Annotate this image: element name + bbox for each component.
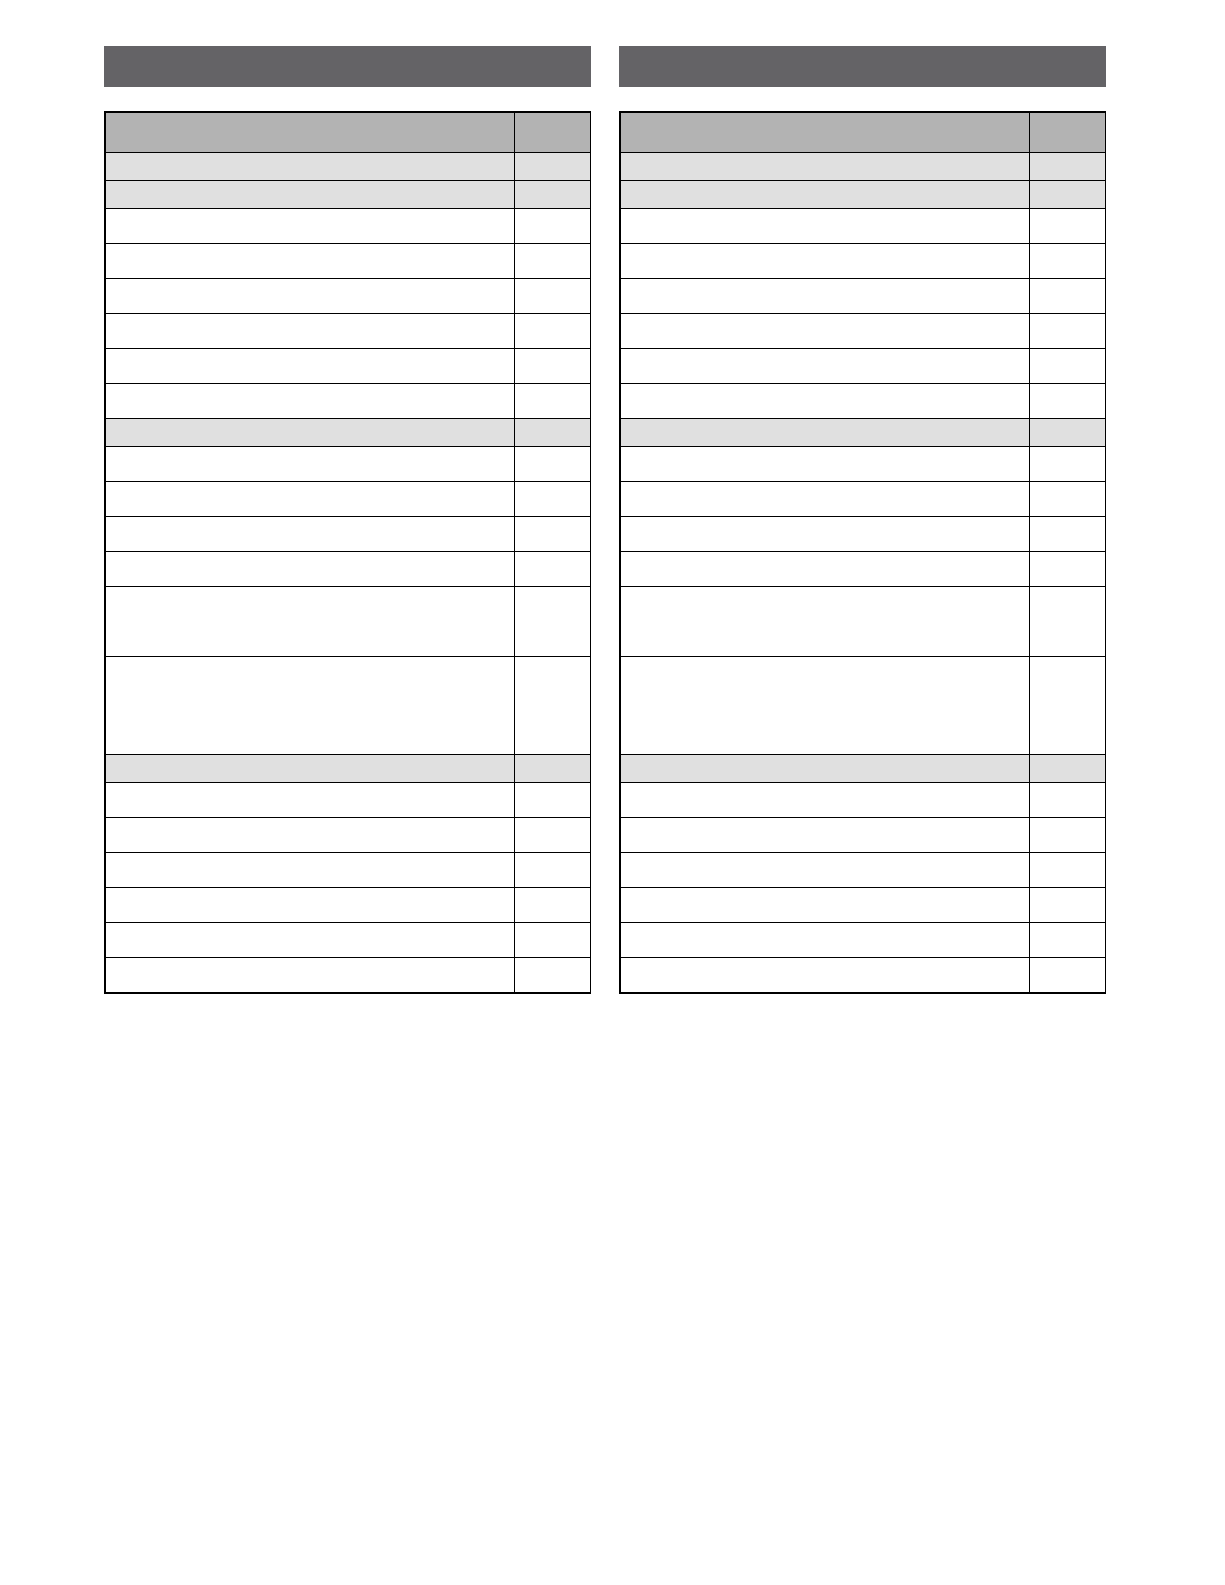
table-row: [106, 587, 591, 657]
table-row: [106, 482, 591, 517]
table-row: [621, 552, 1106, 587]
row-value: [515, 209, 591, 244]
table-row: [621, 447, 1106, 482]
table-row: [621, 783, 1106, 818]
row-value: [515, 818, 591, 853]
row-value: [1030, 384, 1106, 419]
row-value: [1030, 447, 1106, 482]
table-row: [106, 314, 591, 349]
table-header-value: [1030, 113, 1106, 153]
table-row: [621, 657, 1106, 755]
section-label: [106, 755, 515, 783]
row-label: [621, 447, 1030, 482]
table-row: [621, 958, 1106, 993]
section-label: [106, 153, 515, 181]
row-label: [106, 244, 515, 279]
row-value: [1030, 244, 1106, 279]
table-row: [106, 552, 591, 587]
table-row: [621, 244, 1106, 279]
table-header-row: [621, 113, 1106, 153]
row-label: [106, 209, 515, 244]
section-label: [621, 181, 1030, 209]
right-table-wrapper: [619, 111, 1106, 994]
table-row: [106, 517, 591, 552]
section-value: [1030, 755, 1106, 783]
left-table: [105, 112, 591, 993]
row-label: [621, 209, 1030, 244]
row-value: [1030, 783, 1106, 818]
row-label: [621, 384, 1030, 419]
table-row: [621, 314, 1106, 349]
row-label: [621, 958, 1030, 993]
row-label: [106, 657, 515, 755]
table-header-label: [621, 113, 1030, 153]
row-label: [621, 314, 1030, 349]
row-label: [106, 482, 515, 517]
row-value: [1030, 349, 1106, 384]
table-row: [621, 923, 1106, 958]
left-table-wrapper: [104, 111, 591, 994]
row-value: [515, 447, 591, 482]
row-label: [106, 314, 515, 349]
row-value: [515, 552, 591, 587]
section-value: [515, 181, 591, 209]
row-label: [621, 853, 1030, 888]
row-value: [515, 349, 591, 384]
table-row: [106, 958, 591, 993]
table-row: [106, 244, 591, 279]
row-label: [106, 349, 515, 384]
section-label: [621, 153, 1030, 181]
table-header-row: [106, 113, 591, 153]
left-column: [104, 46, 591, 994]
table-row: [621, 279, 1106, 314]
row-label: [106, 923, 515, 958]
table-section-row: [621, 181, 1106, 209]
table-row: [621, 384, 1106, 419]
right-column-header: [619, 46, 1106, 87]
row-label: [106, 587, 515, 657]
right-table: [620, 112, 1106, 993]
table-section-row: [621, 153, 1106, 181]
right-column: [619, 46, 1106, 994]
table-row: [621, 482, 1106, 517]
table-row: [621, 517, 1106, 552]
row-label: [621, 552, 1030, 587]
section-value: [1030, 153, 1106, 181]
right-table-body: [621, 113, 1106, 993]
row-value: [515, 482, 591, 517]
row-value: [515, 279, 591, 314]
row-value: [1030, 587, 1106, 657]
table-row: [106, 783, 591, 818]
two-column-layout: [104, 46, 1106, 994]
row-label: [621, 349, 1030, 384]
table-row: [621, 853, 1106, 888]
row-value: [515, 517, 591, 552]
row-label: [106, 517, 515, 552]
row-label: [106, 552, 515, 587]
table-row: [106, 209, 591, 244]
table-header-label: [106, 113, 515, 153]
table-row: [106, 818, 591, 853]
row-label: [106, 888, 515, 923]
row-label: [621, 517, 1030, 552]
row-label: [621, 657, 1030, 755]
table-section-row: [106, 755, 591, 783]
row-label: [106, 958, 515, 993]
table-row: [621, 818, 1106, 853]
table-row: [106, 279, 591, 314]
row-value: [515, 244, 591, 279]
row-label: [106, 853, 515, 888]
row-value: [1030, 209, 1106, 244]
section-value: [1030, 181, 1106, 209]
section-label: [106, 419, 515, 447]
row-value: [515, 783, 591, 818]
table-row: [621, 888, 1106, 923]
table-row: [106, 923, 591, 958]
table-section-row: [621, 755, 1106, 783]
row-label: [621, 923, 1030, 958]
row-value: [1030, 279, 1106, 314]
row-label: [106, 447, 515, 482]
row-label: [106, 279, 515, 314]
row-label: [621, 482, 1030, 517]
table-section-row: [106, 181, 591, 209]
row-value: [515, 888, 591, 923]
row-label: [621, 783, 1030, 818]
row-value: [515, 923, 591, 958]
table-section-row: [106, 419, 591, 447]
left-column-header: [104, 46, 591, 87]
row-label: [106, 818, 515, 853]
row-label: [106, 384, 515, 419]
section-value: [1030, 419, 1106, 447]
table-row: [106, 384, 591, 419]
section-value: [515, 153, 591, 181]
table-row: [621, 349, 1106, 384]
section-value: [515, 419, 591, 447]
table-section-row: [621, 419, 1106, 447]
section-label: [621, 755, 1030, 783]
row-value: [515, 587, 591, 657]
table-row: [621, 209, 1106, 244]
row-value: [1030, 517, 1106, 552]
table-section-row: [106, 153, 591, 181]
row-value: [1030, 482, 1106, 517]
row-label: [106, 783, 515, 818]
section-label: [106, 181, 515, 209]
table-row: [106, 853, 591, 888]
left-table-body: [106, 113, 591, 993]
row-label: [621, 244, 1030, 279]
row-value: [1030, 552, 1106, 587]
row-label: [621, 888, 1030, 923]
row-value: [1030, 314, 1106, 349]
table-row: [106, 888, 591, 923]
row-value: [1030, 958, 1106, 993]
row-value: [515, 657, 591, 755]
row-value: [515, 314, 591, 349]
row-value: [515, 384, 591, 419]
row-value: [515, 853, 591, 888]
table-row: [106, 447, 591, 482]
row-value: [1030, 923, 1106, 958]
table-header-value: [515, 113, 591, 153]
row-value: [1030, 657, 1106, 755]
row-label: [621, 279, 1030, 314]
table-row: [106, 657, 591, 755]
section-label: [621, 419, 1030, 447]
row-value: [1030, 818, 1106, 853]
section-value: [515, 755, 591, 783]
table-row: [621, 587, 1106, 657]
row-value: [1030, 853, 1106, 888]
table-row: [106, 349, 591, 384]
row-value: [1030, 888, 1106, 923]
row-value: [515, 958, 591, 993]
row-label: [621, 587, 1030, 657]
row-label: [621, 818, 1030, 853]
